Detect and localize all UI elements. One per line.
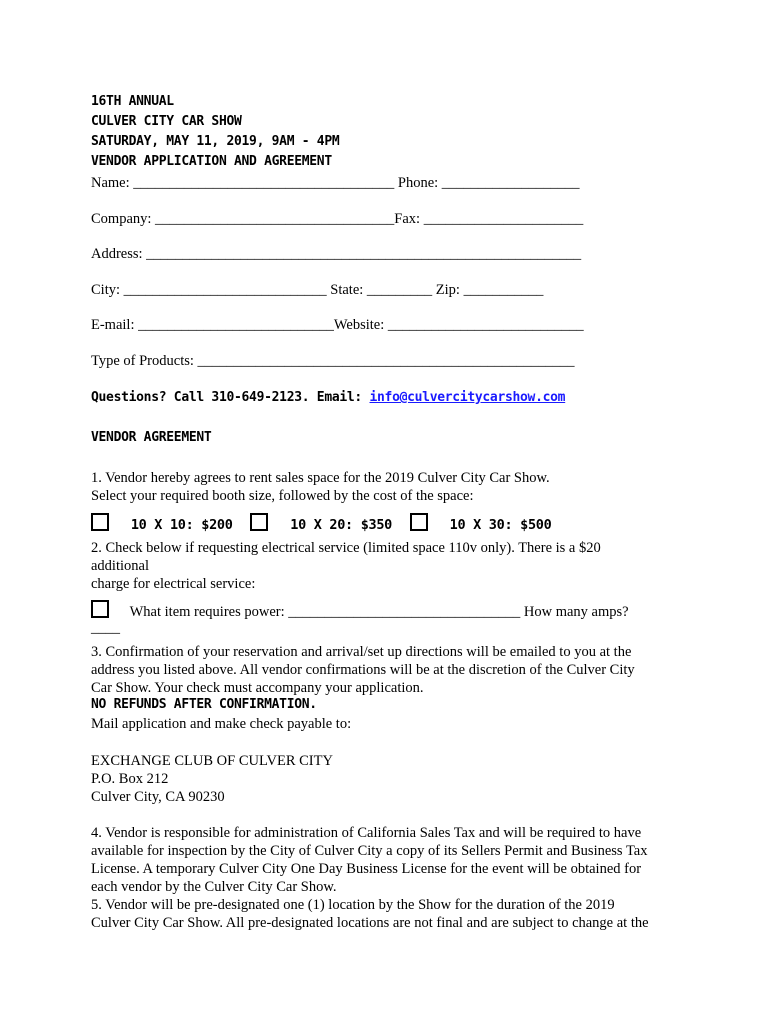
header-event-name: CULVER CITY CAR SHOW — [91, 114, 242, 129]
address-field[interactable]: Address: ____________________________________________________________ — [91, 246, 582, 262]
booth-10x20-checkbox[interactable] — [250, 513, 268, 531]
item-3-line-2: address you listed above. All vendor confirmations will be at the discretion of the Culver City — [91, 662, 635, 678]
item-5-line-1: 5. Vendor will be pre-designated one (1) location by the Show for the duration of the 2019 — [91, 897, 615, 913]
item-2-text — [91, 539, 681, 593]
item-5-line-2: Culver City Car Show. All pre-designated locations are not final and are subject to change at the — [91, 915, 649, 931]
electrical-service-row — [91, 600, 629, 621]
item-1-line-1: 1. Vendor hereby agrees to rent sales space for the 2019 Culver City Car Show. — [91, 470, 550, 486]
booth-10x10-label: 10 X 10: $200 — [130, 517, 233, 533]
power-item-field[interactable]: What item requires power: ________________________________ How many amps? — [129, 604, 629, 620]
form-header — [91, 92, 339, 172]
item-2-line-2: additional — [91, 558, 149, 574]
item-4-line-1: 4. Vendor is responsible for administration of California Sales Tax and will be required to have — [91, 825, 642, 841]
booth-10x30-label: 10 X 30: $500 — [449, 517, 552, 533]
city-state-zip-field[interactable]: City: ____________________________ State: _________ Zip: ___________ — [91, 282, 544, 298]
item-3-line-1: 3. Confirmation of your reservation and arrival/set up directions will be emailed to you at the — [91, 644, 632, 660]
booth-size-options — [91, 513, 551, 533]
header-date: SATURDAY, MAY 11, 2019, 9AM - 4PM — [91, 134, 340, 149]
questions-line — [91, 390, 565, 405]
booth-10x20-label: 10 X 20: $350 — [290, 517, 393, 533]
item-3-text — [91, 643, 681, 697]
mailing-city: Culver City, CA 90230 — [91, 789, 225, 805]
item-2-line-3: charge for electrical service: — [91, 576, 256, 592]
item-1-line-2: Select your required booth size, followed by the cost of the space: — [91, 488, 474, 504]
company-fax-field[interactable]: Company: _________________________________Fax: ______________________ — [91, 211, 584, 227]
item-4-line-4: each vendor by the Culver City Car Show. — [91, 879, 337, 895]
header-annual: 16TH ANNUAL — [91, 94, 174, 109]
item-4-text — [91, 824, 681, 896]
item-4-line-2: available for inspection by the City of Culver City a copy of its Sellers Permit and Business Tax — [91, 843, 648, 859]
booth-10x10-checkbox[interactable] — [91, 513, 109, 531]
mailing-po-box: P.O. Box 212 — [91, 771, 169, 787]
item-1-text — [91, 469, 681, 505]
products-field[interactable]: Type of Products: ____________________________________________________ — [91, 353, 575, 369]
vendor-agreement-title: VENDOR AGREEMENT — [91, 430, 212, 445]
amps-blank[interactable]: ____ — [91, 620, 120, 636]
item-3-line-3: Car Show. Your check must accompany your application. — [91, 680, 424, 696]
no-refunds-notice: NO REFUNDS AFTER CONFIRMATION. — [91, 697, 317, 712]
contact-email-link[interactable]: info@culvercitycarshow.com — [369, 390, 566, 405]
booth-10x30-checkbox[interactable] — [410, 513, 428, 531]
item-2-line-1: 2. Check below if requesting electrical service (limited space 110v only). There is a $20 — [91, 540, 601, 556]
mailing-org: EXCHANGE CLUB OF CULVER CITY — [91, 753, 333, 769]
item-5-text — [91, 896, 681, 932]
mail-instructions: Mail application and make check payable to: — [91, 716, 352, 732]
electrical-service-checkbox[interactable] — [91, 600, 109, 618]
email-website-field[interactable]: E-mail: ___________________________Website: ___________________________ — [91, 317, 584, 333]
name-phone-field[interactable]: Name: ____________________________________ Phone: ___________________ — [91, 175, 580, 191]
header-form-title: VENDOR APPLICATION AND AGREEMENT — [91, 154, 332, 169]
mailing-address — [91, 752, 681, 806]
questions-text: Questions? Call 310-649-2123. Email: — [91, 390, 370, 405]
item-4-line-3: License. A temporary Culver City One Day Business License for the event will be obtained for — [91, 861, 642, 877]
